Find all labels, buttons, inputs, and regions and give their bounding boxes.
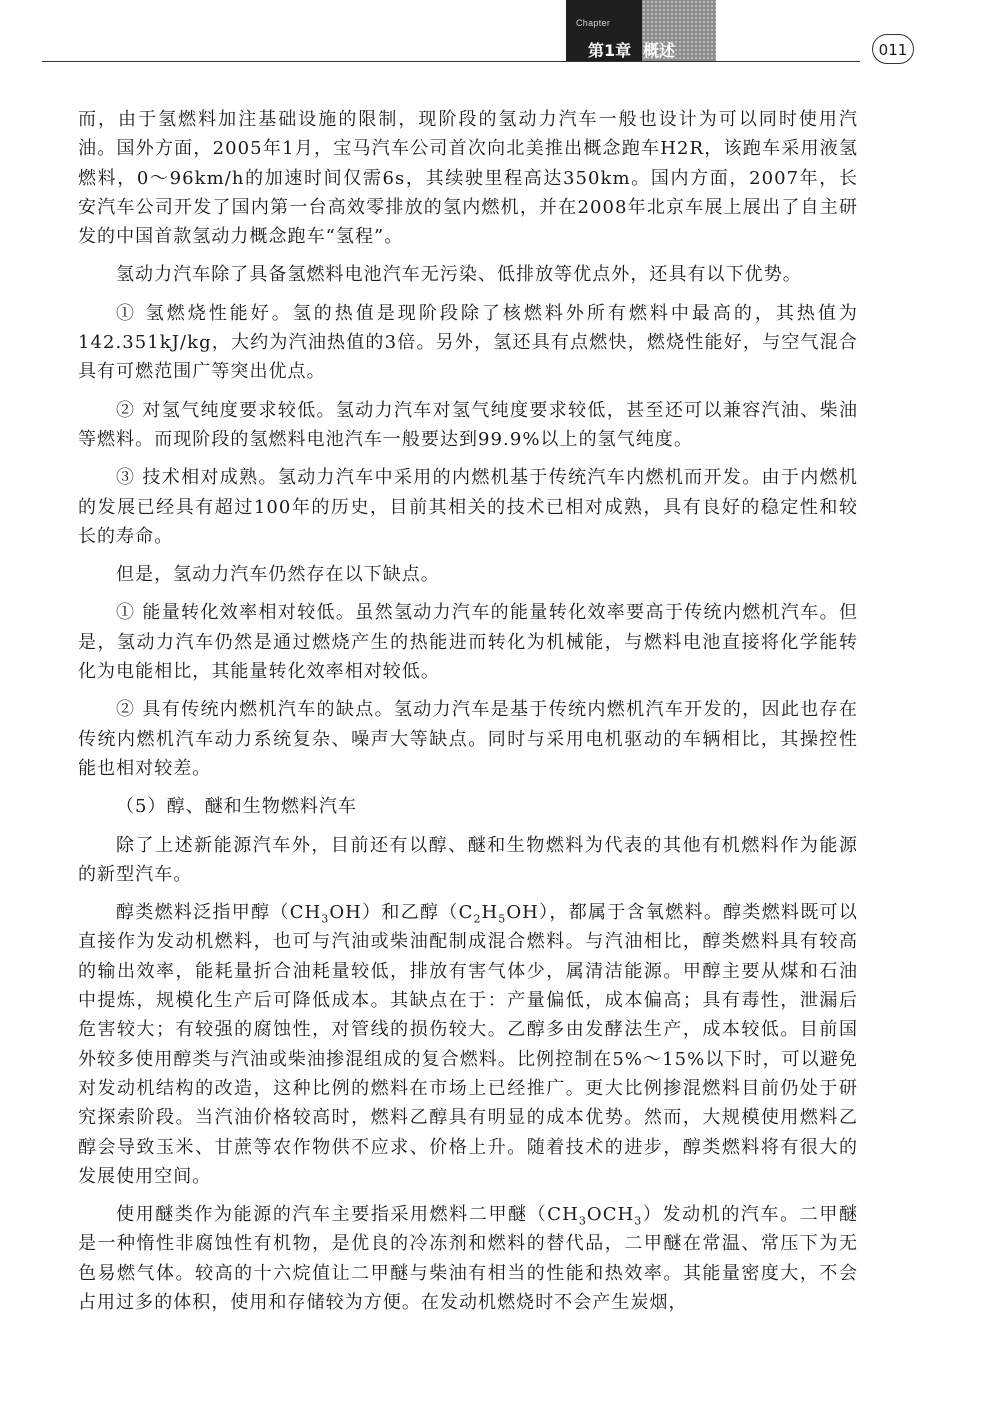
paragraph: ② 对氢气纯度要求较低。氢动力汽车对氢气纯度要求较低，甚至还可以兼容汽油、柴油等燃料。而现阶段的氢燃料电池汽车一般要达到99.9%以上的氢气纯度。 xyxy=(78,399,858,450)
paragraph: ② 具有传统内燃机汽车的缺点。氢动力汽车是基于传统内燃机汽车开发的，因此也存在传统内燃机汽车动力系统复杂、噪声大等缺点。同时与采用电机驱动的车辆相比，其操控性能也相对较差。 xyxy=(78,699,858,779)
paragraph-alcohol-fuels: 醇类燃料泛指甲醇$(CH_3OH)$和乙醇$(C_2H_5OH)$，都属于含氧燃料。醇类燃料既可以直接作为发动机燃料，也可与汽油或柴油配制成混合燃料。与汽油相比，醇类燃料具有较高的输出效率，能耗量折合油耗量较低，排放有害气体少，属清洁能源。甲醇主要从煤和石油中提炼，规模化生产后可降低成本。其缺点在于：产量偏低，成本偏高；具有毒性，泄漏后危害较大；有较强的腐蚀性，对管线的损伤较大。乙醇多由发酵法生产，成本较低。目前国外较多使用醇类与汽油或柴油掺混组成的复合燃料。比例控制在5%～15%以下时，可以避免对发动机结构的改造，这种比例的燃料在市场上已经推广。更大比例掺混燃料目前仍处于研究探索阶段。当汽油价格较高时，燃料乙醇具有明显的成本优势。然而，大规模使用燃料乙醇会导致玉米、甘蔗等农作物供不应求、价格上升。随着技术的进步，醇类燃料将有很大的发展使用空间。 xyxy=(78,902,858,1187)
paragraph: 而，由于氢燃料加注基础设施的限制，现阶段的氢动力汽车一般也设计为可以同时使用汽油。国外方面，2005年1月，宝马汽车公司首次向北美推出概念跑车H2R，该跑车采用液氢燃料，0～96km/h的加速时间仅需6s，其续驶里程高达350km。国内方面，2007年，长安汽车公司开发了国内第一台高效零排放的氢内燃机，并在2008年北京车展上展出了自主研发的中国首款氢动力概念跑车“氢程”。 xyxy=(78,109,858,248)
paragraph: ① 氢燃烧性能好。氢的热值是现阶段除了核燃料外所有燃料中最高的，其热值为142.351kJ/kg，大约为汽油热值的3倍。另外，氢还具有点燃快，燃烧性能好，与空气混合具有可燃范围广等突出优点。 xyxy=(78,302,858,383)
chapter-title xyxy=(588,38,675,61)
section-heading: （5）醇、醚和生物燃料汽车 xyxy=(116,796,358,818)
paragraph: 氢动力汽车除了具备氢燃料电池汽车无污染、低排放等优点外，还具有以下优势。 xyxy=(116,264,802,286)
paragraph: 除了上述新能源汽车外，目前还有以醇、醚和生物燃料为代表的其他有机燃料作为能源的新型汽车。 xyxy=(78,834,858,885)
chapter-label: 第1章 xyxy=(588,41,632,60)
paragraph: ① 能量转化效率相对较低。虽然氢动力汽车的能量转化效率要高于传统内燃机汽车。但是，氢动力汽车仍然是通过燃烧产生的热能进而转化为机械能，与燃料电池直接将化学能转化为电能相比，其能量转化效率相对较低。 xyxy=(78,602,858,683)
paragraph: 但是，氢动力汽车仍然存在以下缺点。 xyxy=(116,564,440,586)
header-rule xyxy=(42,61,860,62)
chapter-name: 概述 xyxy=(643,41,676,60)
paragraph: ③ 技术相对成熟。氢动力汽车中采用的内燃机基于传统汽车内燃机而开发。由于内燃机的发展已经具有超过100年的历史，目前其相关的技术已相对成熟，具有良好的稳定性和较长的寿命。 xyxy=(78,467,858,547)
body-text xyxy=(78,105,858,1326)
paragraph-ether-fuels: 使用醚类作为能源的汽车主要指采用燃料二甲醚$(CH_3OCH_3)$发动机的汽车。二甲醚是一种惰性非腐蚀性有机物，是优良的冷冻剂和燃料的替代品，二甲醚在常温、常压下为无色易燃气体。较高的十六烷值让二甲醚与柴油有相当的性能和热效率。其能量密度大，不会占用过多的体积，使用和存储较为方便。在发动机燃烧时不会产生炭烟， xyxy=(78,1204,858,1313)
page-number: 011 xyxy=(872,34,914,64)
chapter-word: Chapter xyxy=(576,18,611,28)
